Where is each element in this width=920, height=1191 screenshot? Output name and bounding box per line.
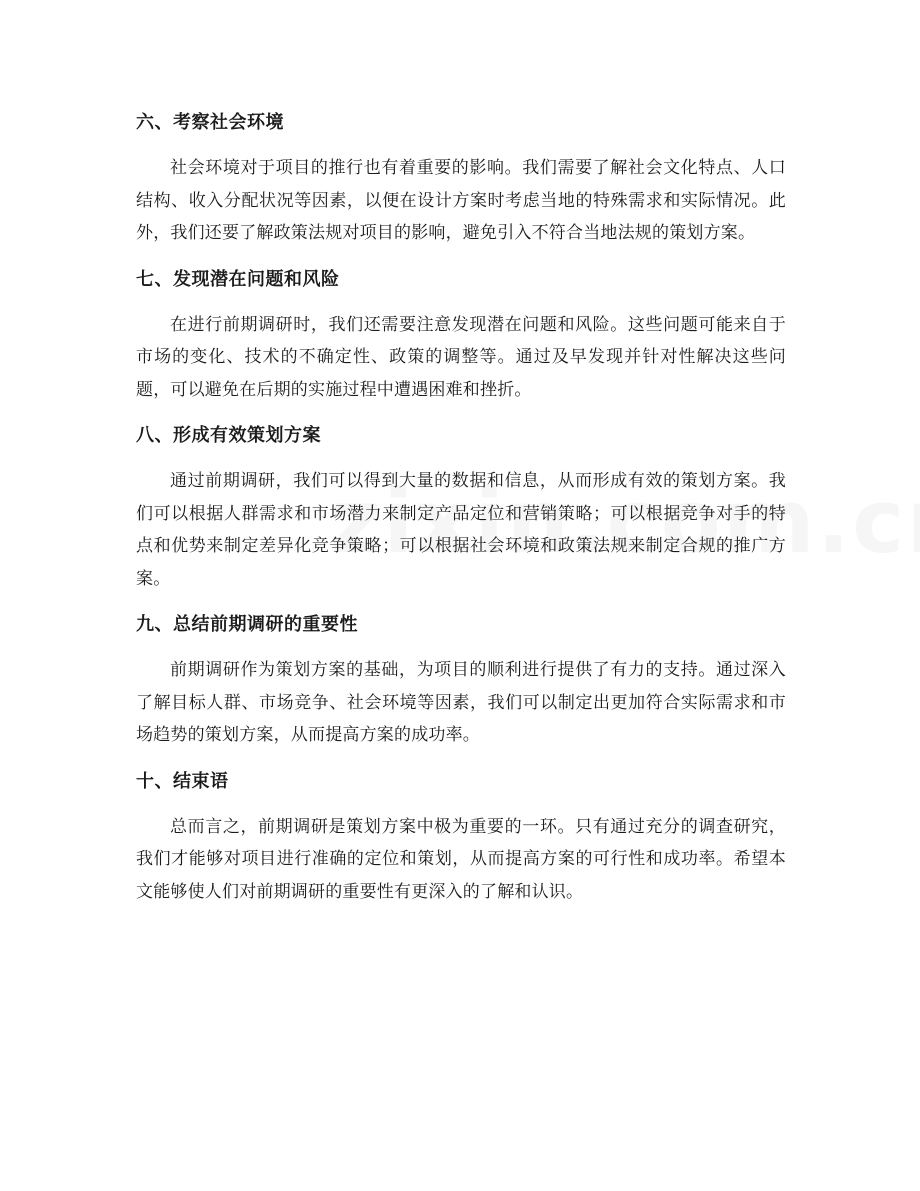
section-paragraph: 社会环境对于项目的推行也有着重要的影响。我们需要了解社会文化特点、人口结构、收入分配状况等因素，以便在设计方案时考虑当地的特殊需求和实际情况。此外，我们还要了解政策法规对项目的影响，避免引入不符合当地法规的策划方案。 xyxy=(136,158,786,243)
section-paragraph: 总而言之，前期调研是策划方案中极为重要的一环。只有通过充分的调查研究，我们才能够对项目进行准确的定位和策划，从而提高方案的可行性和成功率。希望本文能够使人们对前期调研的重要性有更深入的了解和认识。 xyxy=(136,816,786,902)
section-6 xyxy=(136,104,786,250)
section-paragraph: 通过前期调研，我们可以得到大量的数据和信息，从而形成有效的策划方案。我们可以根据人群需求和市场潜力来制定产品定位和营销策略；可以根据竞争对手的特点和优势来制定差异化竞争策略；可以根据社会环境和政策法规来制定合规的推广方案。 xyxy=(136,471,786,589)
section-heading: 八、形成有效策划方案 xyxy=(136,425,321,446)
section-paragraph: 前期调研作为策划方案的基础，为项目的顺利进行提供了有力的支持。通过深入了解目标人群、市场竞争、社会环境等因素，我们可以制定出更加符合实际需求和市场趋势的策划方案，从而提高方案的成功率。 xyxy=(136,660,786,745)
section-9 xyxy=(136,606,786,752)
section-heading: 九、总结前期调研的重要性 xyxy=(136,614,358,635)
section-paragraph: 在进行前期调研时，我们还需要注意发现潜在问题和风险。这些问题可能来自于市场的变化、技术的不确定性、政策的调整等。通过及早发现并针对性解决这些问题，可以避免在后期的实施过程中遭遇困难和挫折。 xyxy=(136,314,786,400)
section-heading: 七、发现潜在问题和风险 xyxy=(136,268,340,290)
section-8 xyxy=(136,417,786,595)
section-heading: 六、考察社会环境 xyxy=(136,112,284,133)
section-10 xyxy=(136,763,786,909)
section-heading: 十、结束语 xyxy=(136,770,229,792)
section-7 xyxy=(136,261,786,407)
document-body xyxy=(136,104,786,919)
